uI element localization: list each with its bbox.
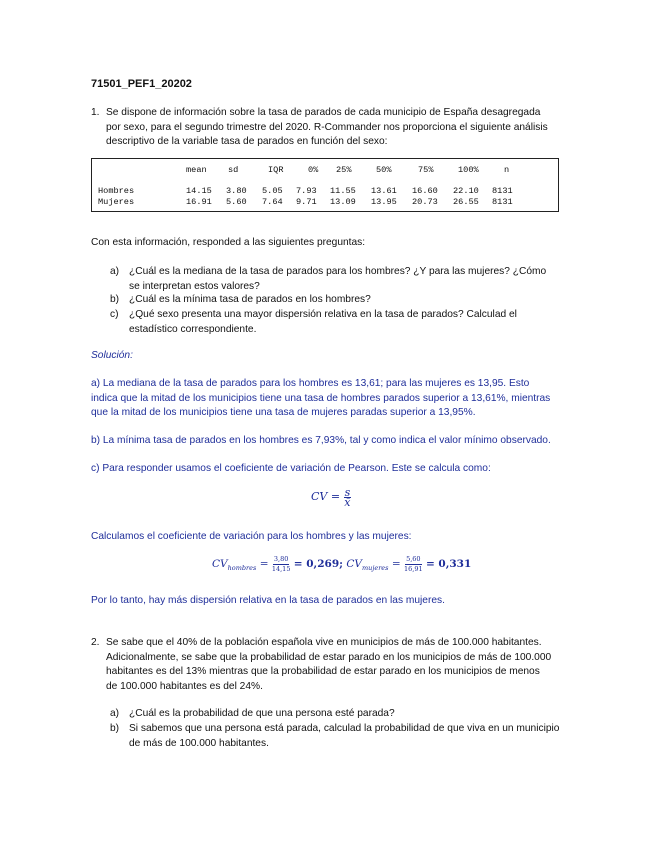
item-line: estadístico correspondiente. — [129, 323, 257, 335]
table-cell: 16.91 — [186, 197, 212, 207]
solution-line: que la mitad de los municipios tiene una tasa de mujeres paradas superior a 13,95%. — [91, 407, 476, 418]
fraction-numerator: s — [344, 485, 351, 499]
table-cell: 7.64 — [262, 197, 283, 207]
question-2-line: Adicionalmente, se sabe que la probabilidad de estar parado en los municipios de más de 100.000 — [106, 651, 552, 663]
table-cell: 22.10 — [453, 186, 479, 196]
solution-b: b) La mínima tasa de parados en los hombres es 7,93%, tal y como indica el valor mínimo observado. — [91, 435, 551, 446]
table-cell: 13.09 — [330, 197, 356, 207]
solution-calc-intro: Calculamos el coeficiente de variación para los hombres y las mujeres: — [91, 531, 412, 542]
question-2-text — [106, 636, 564, 694]
table-cell: 16.60 — [412, 186, 438, 196]
table-header: mean — [186, 165, 207, 175]
fraction-denominator: 16,91 — [404, 564, 423, 573]
item-line: ¿Cuál es la mediana de la tasa de parados para los hombres? ¿Y para las mujeres? ¿Cómo — [129, 266, 547, 277]
r-commander-output-table — [91, 158, 559, 212]
row-label-mujeres: Mujeres — [98, 197, 135, 207]
cv-subscript: mujeres — [361, 564, 389, 573]
solution-conclusion: Por lo tanto, hay más dispersión relativa en la tasa de parados en las mujeres. — [91, 595, 445, 606]
table-header: 75% — [418, 165, 434, 175]
question-1-line: descriptivo de la variable tasa de parados en función del sexo: — [106, 136, 388, 147]
solution-c: c) Para responder usamos el coeficiente de variación de Pearson. Este se calcula como: — [91, 463, 491, 474]
formula-lhs: CV = — [311, 490, 341, 503]
fraction-numerator: 5,60 — [406, 554, 421, 563]
item-line: de más de 100.000 habitantes. — [129, 737, 269, 749]
document-title: 71501_PEF1_20202 — [91, 78, 192, 90]
item-label: b) — [110, 723, 120, 734]
mujeres-fraction — [404, 555, 423, 574]
mujeres-result: = 0,331 — [425, 558, 472, 570]
item-line: Si sabemos que una persona está parada, calculad la probabilidad de que viva en un municipio — [129, 723, 560, 734]
question-1-line: Se dispone de información sobre la tasa de parados de cada municipio de España desagregada — [106, 107, 541, 118]
fraction-numerator: 3,80 — [273, 554, 289, 563]
table-header: 25% — [336, 165, 352, 175]
cv-label: CV — [346, 558, 362, 570]
question-2-line: de 100.000 habitantes es del 24%. — [106, 680, 263, 692]
item-label: a) — [110, 266, 120, 277]
table-cell: 7.93 — [296, 186, 317, 196]
table-cell: 5.60 — [226, 197, 247, 207]
item-line: ¿Cuál es la mínima tasa de parados en los hombres? — [129, 294, 371, 305]
item-line: ¿Qué sexo presenta una mayor dispersión relativa en la tasa de parados? Calculad el — [129, 309, 517, 320]
solution-line: indica que la mitad de los municipios tiene una tasa de hombres parados superior a 13,61%, mientras — [91, 392, 551, 404]
table-header: n — [504, 165, 510, 175]
table-header: 100% — [458, 165, 479, 175]
cv-subscript: hombres — [227, 564, 257, 573]
question-1-text — [106, 106, 564, 150]
item-label: b) — [110, 294, 120, 305]
item-text — [129, 265, 564, 294]
formula-fraction — [344, 485, 352, 509]
item-text — [129, 707, 564, 722]
item-line: ¿Cuál es la probabilidad de que una persona esté parada? — [129, 708, 395, 719]
item-label: a) — [110, 708, 120, 719]
solution-line: a) La mediana de la tasa de parados para los hombres es 13,61; para las mujeres es 13,95. Esto — [91, 378, 530, 389]
table-cell: 5.05 — [262, 186, 283, 196]
table-header: sd — [228, 165, 239, 175]
table-header: IQR — [268, 165, 284, 175]
question-1-intro: Con esta información, responded a las siguientes preguntas: — [91, 237, 366, 248]
fraction-denominator: x̄ — [344, 495, 351, 509]
table-cell: 11.55 — [330, 186, 356, 196]
fraction-denominator: 14,15 — [271, 564, 291, 573]
row-label-hombres: Hombres — [98, 186, 135, 196]
table-cell: 26.55 — [453, 197, 479, 207]
hombres-fraction — [272, 555, 291, 574]
cv-values-formula: $CV_{hombres}$ = $\frac{3,80}{14,15}$ = 0,269; $CV_{mujeres}$ = $\frac{5,60}{16,91}$ = 0,331 — [212, 554, 472, 573]
table-header: 50% — [376, 165, 392, 175]
table-cell: 14.15 — [186, 186, 212, 196]
table-cell: 3.80 — [226, 186, 247, 196]
table-header: 0% — [308, 165, 319, 175]
table-cell: 13.61 — [371, 186, 397, 196]
item-text — [129, 293, 564, 308]
hombres-result: = 0,269; — [293, 558, 344, 570]
cv-label: CV — [212, 558, 228, 570]
table-cell: 9.71 — [296, 197, 317, 207]
item-line: se interpretan estos valores? — [129, 280, 260, 292]
item-text — [129, 308, 564, 337]
cv-formula — [311, 486, 351, 508]
question-2-line: habitantes es del 13% mientras que la probabilidad de estar parado en los municipios de menos — [106, 666, 540, 677]
table-cell: 13.95 — [371, 197, 397, 207]
solution-a — [91, 377, 564, 421]
item-text — [129, 722, 564, 751]
question-2-line: Se sabe que el 40% de la población española vive en municipios de más de 100.000 habitantes. — [106, 637, 542, 648]
question-2-number: 2. — [91, 637, 100, 648]
item-label: c) — [110, 309, 119, 320]
question-1-number: 1. — [91, 107, 100, 118]
table-cell: 8131 — [492, 186, 513, 196]
question-1-line: por sexo, para el segundo trimestre del 2020. R-Commander nos proporciona el siguiente análisis — [106, 121, 548, 133]
solution-heading: Solución: — [91, 350, 133, 361]
table-cell: 8131 — [492, 197, 513, 207]
table-cell: 20.73 — [412, 197, 438, 207]
